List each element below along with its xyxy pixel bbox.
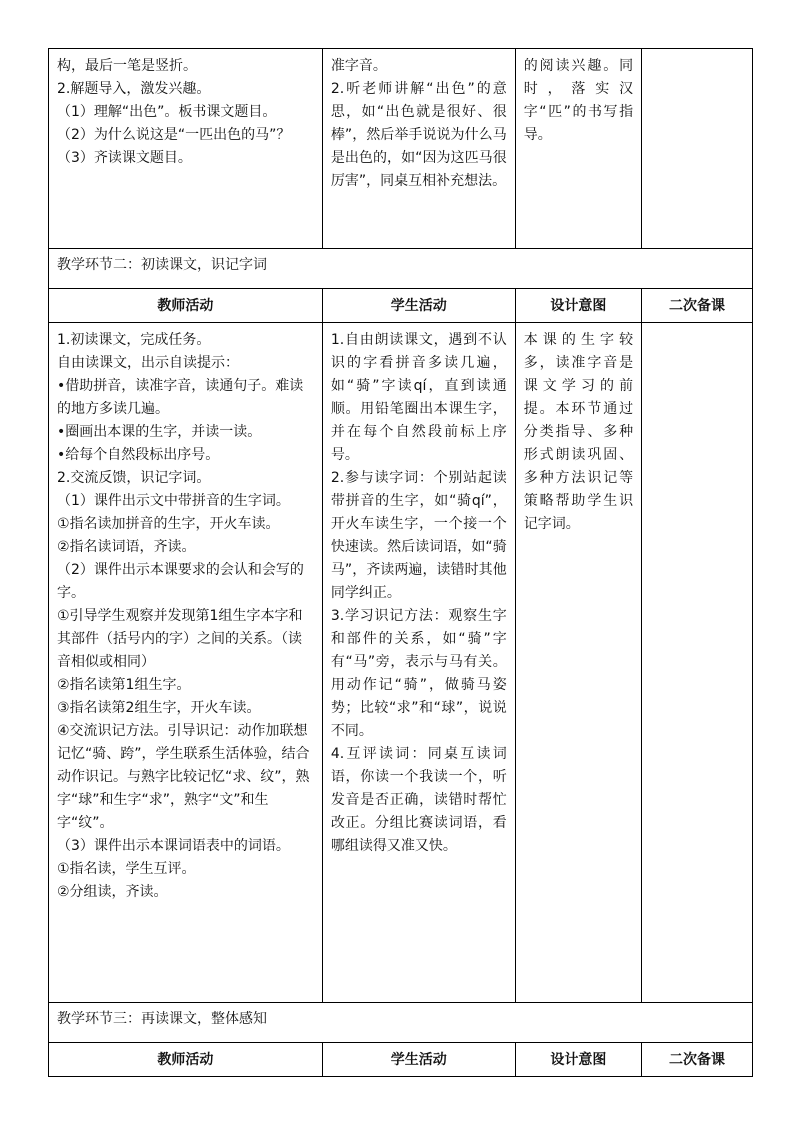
stage-row (49, 1003, 753, 1043)
header-teacher-activity: 教师活动 (49, 1043, 323, 1077)
teacher-line: （2）课件出示本课要求的会认和会写的字。 (57, 562, 304, 601)
teacher-line: （1）课件出示文中带拼音的生字词。 (57, 493, 290, 509)
column-header-row (49, 1043, 753, 1077)
stage-title: 教学环节三：再读课文，整体感知 (49, 1003, 753, 1043)
stage-title: 教学环节二：初读课文，识记字词 (49, 249, 753, 289)
teacher-line: ②指名读第1组生字。 (57, 677, 191, 693)
teacher-line: •给每个自然段标出序号。 (57, 447, 220, 463)
column-header-row (49, 289, 753, 323)
teacher-line: ③指名读第2组生字，开火车读。 (57, 700, 261, 716)
header-student-activity: 学生活动 (322, 289, 515, 323)
lesson-plan-table (48, 48, 753, 1077)
teacher-activity-cell (49, 49, 323, 249)
teacher-line: ②分组读，齐读。 (57, 884, 168, 900)
teacher-line: ④交流识记方法。引导识记：动作加联想记忆“骑、跨”，学生联系生活体验，结合动作识记。与熟字比较记忆“求、纹”，熟字“球”和生字“求”，熟字“文”和生字“纹”。 (57, 723, 310, 831)
teacher-line: （1）理解“出色”。板书课文题目。 (57, 104, 277, 120)
second-prep-cell (642, 49, 753, 249)
stage-row (49, 249, 753, 289)
teacher-line: 2.解题导入，激发兴趣。 (57, 81, 211, 97)
student-activity-cell: 1.自由朗读课文，遇到不认识的字看拼音多读几遍，如“骑”字读qí，直到读通顺。用铅笔圈出本课生字，并在每个自然段前标上序号。 2.参与读字词：个别站起读带拼音的生字，如“骑qí”，开火车读生字，一个接一个快速读。然后读词语，如“骑马”，齐读两遍，读错时其他同学纠正。 3.学习识记方法：观察生字和部件的关系，如“骑”字有“马”旁，表示与马有关。用动作记“骑”，做骑马姿势；比较“求”和“球”，说说不同。 4.互评读词：同桌互读词语，你读一个我读一个，听发音是否正确，读错时帮忙改正。分组比赛读词语，看哪组读得又准又快。 (322, 323, 515, 1003)
continuation-row (49, 49, 753, 249)
teacher-line: ②指名读词语，齐读。 (57, 539, 196, 555)
header-second-prep: 二次备课 (642, 289, 753, 323)
header-design-intent: 设计意图 (515, 1043, 641, 1077)
student-activity-cell: 准字音。 2.听老师讲解“出色”的意思，如“出色就是很好、很棒”，然后举手说说为什么马是出色的，如“因为这匹马很厉害”，同桌互相补充想法。 (322, 49, 515, 249)
teacher-line: （3）课件出示本课词语表中的词语。 (57, 838, 290, 854)
teacher-line: 构，最后一笔是竖折。 (57, 58, 197, 74)
content-row (49, 323, 753, 1003)
second-prep-cell (642, 323, 753, 1003)
header-student-activity: 学生活动 (322, 1043, 515, 1077)
teacher-line: ①指名读加拼音的生字，开火车读。 (57, 516, 280, 532)
header-teacher-activity: 教师活动 (49, 289, 323, 323)
teacher-line: ①引导学生观察并发现第1组生字本字和其部件（括号内的字）之间的关系。（读音相似或相同） (57, 608, 303, 670)
teacher-line: 1.初读课文，完成任务。 (57, 332, 211, 348)
header-design-intent: 设计意图 (515, 289, 641, 323)
teacher-activity-cell (49, 323, 323, 1003)
teacher-line: ①指名读，学生互评。 (57, 861, 196, 877)
teacher-line: （2）为什么说这是“一匹出色的马”？ (57, 127, 291, 143)
header-second-prep: 二次备课 (642, 1043, 753, 1077)
design-intent-cell: 的阅读兴趣。同时，落实汉字“匹”的书写指导。 (515, 49, 641, 249)
teacher-line: •借助拼音，读准字音，读通句子。难读的地方多读几遍。 (57, 378, 304, 417)
design-intent-cell: 本课的生字较多，读准字音是课文学习的前提。本环节通过分类指导、多种形式朗读巩固、多种方法识记等策略帮助学生识记字词。 (515, 323, 641, 1003)
teacher-line: （3）齐读课文题目。 (57, 150, 192, 166)
teacher-line: 自由读课文，出示自读提示： (57, 355, 239, 371)
teacher-line: 2.交流反馈，识记字词。 (57, 470, 211, 486)
teacher-line: •圈画出本课的生字，并读一读。 (57, 424, 262, 440)
